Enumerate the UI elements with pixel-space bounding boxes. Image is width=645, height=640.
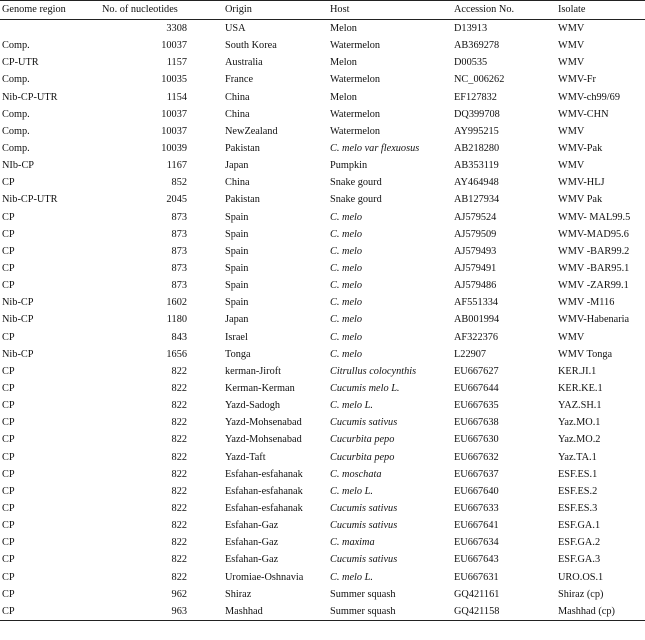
table-row xyxy=(0,500,645,517)
genome-region-cell: CP xyxy=(2,382,15,394)
genome-region-cell xyxy=(0,20,100,38)
genome-region-cell: CP xyxy=(2,468,15,480)
isolate-cell: WMV-MAD95.6 xyxy=(558,228,629,240)
isolate-cell: WMV xyxy=(558,125,585,137)
nucleotides-cell: 1180 xyxy=(166,314,187,326)
host-cell: Cucumis sativus xyxy=(330,502,398,514)
table-row xyxy=(0,586,645,603)
accession-cell: AB001994 xyxy=(454,314,500,326)
origin-cell: Uromiae-Oshnavia xyxy=(225,571,304,583)
table-row xyxy=(0,20,645,38)
genome-region-cell: CP xyxy=(2,228,15,240)
origin-cell: Esfahan-esfahanak xyxy=(225,485,303,497)
table-row xyxy=(0,569,645,586)
isolate-cell: WMV xyxy=(558,57,585,69)
header-origin: Origin xyxy=(225,4,252,16)
host-cell: C. maxima xyxy=(330,537,375,549)
genome-region-cell: Comp. xyxy=(2,40,30,52)
genome-region-cell: CP xyxy=(2,280,15,292)
host-cell: Pumpkin xyxy=(330,160,368,172)
isolate-cell: ESF.ES.2 xyxy=(558,485,598,497)
isolate-cell: Yaz.MO.2 xyxy=(558,434,601,446)
genome-region-cell: Comp. xyxy=(2,108,30,120)
origin-cell: Pakistan xyxy=(225,194,260,206)
origin-cell: Australia xyxy=(225,57,263,69)
nucleotides-cell: 822 xyxy=(171,520,187,532)
host-cell: C. melo L. xyxy=(330,485,373,497)
host-cell: Melon xyxy=(330,23,357,35)
origin-cell: Japan xyxy=(225,160,249,172)
table-row xyxy=(0,294,645,311)
genome-region-cell: CP xyxy=(2,571,15,583)
host-cell: Cucumis sativus xyxy=(330,417,398,429)
isolate-cell: WMV -BAR99.2 xyxy=(558,245,630,257)
isolate-cell: YAZ.SH.1 xyxy=(558,400,602,412)
header-host: Host xyxy=(330,4,350,16)
host-cell: C. melo xyxy=(330,331,363,343)
isolate-cell: WMV-Pak xyxy=(558,143,603,154)
accession-cell: AY995215 xyxy=(454,125,499,137)
table-row xyxy=(0,329,645,346)
nucleotides-cell: 822 xyxy=(171,434,187,446)
host-cell: Melon xyxy=(330,91,357,103)
host-cell: C. melo xyxy=(330,228,363,240)
origin-cell: Yazd-Sadogh xyxy=(225,400,281,412)
isolate-cell: WMV xyxy=(558,331,585,343)
origin-cell: Israel xyxy=(225,331,248,343)
genome-region-cell: Nib-CP xyxy=(2,314,34,326)
isolate-cell: WMV-ch99/69 xyxy=(558,91,620,103)
host-cell: Watermelon xyxy=(330,74,381,86)
nucleotides-cell: 822 xyxy=(171,400,187,412)
nucleotides-cell: 2045 xyxy=(166,194,187,206)
isolate-cell: Shiraz (cp) xyxy=(558,588,604,600)
host-cell: C. melo xyxy=(330,280,363,292)
table-row xyxy=(0,260,645,277)
accession-cell: AF322376 xyxy=(454,331,499,343)
origin-cell: Spain xyxy=(225,297,249,309)
table-row xyxy=(0,54,645,71)
accession-cell: NC_006262 xyxy=(454,74,505,86)
host-cell: Watermelon xyxy=(330,108,381,120)
origin-cell: France xyxy=(225,74,254,86)
table-row xyxy=(0,517,645,534)
genome-region-cell: CP xyxy=(2,520,15,532)
nucleotides-cell: 822 xyxy=(171,451,187,463)
host-cell: C. melo xyxy=(330,211,363,223)
host-cell: Cucumis sativus xyxy=(330,554,398,566)
header-isolate: Isolate xyxy=(558,4,586,16)
accession-cell: AB218280 xyxy=(454,143,500,154)
table-row xyxy=(0,449,645,466)
accession-cell: EU667638 xyxy=(454,417,499,429)
nucleotides-cell: 962 xyxy=(171,588,187,600)
table-row xyxy=(0,191,645,208)
nucleotides-cell: 843 xyxy=(171,331,187,343)
accession-cell: L22907 xyxy=(454,348,487,360)
genome-region-cell: CP xyxy=(2,331,15,343)
isolate-cell: WMV xyxy=(558,40,585,52)
host-cell: C. melo xyxy=(330,297,363,309)
genome-region-cell: Comp. xyxy=(2,125,30,137)
nucleotides-cell: 10037 xyxy=(161,40,187,52)
origin-cell: Mashhad xyxy=(225,605,263,617)
genome-region-cell: CP xyxy=(2,211,15,223)
table-row xyxy=(0,380,645,397)
origin-cell: Tonga xyxy=(225,348,251,360)
accession-cell: AJ579524 xyxy=(454,211,497,223)
accession-cell: D13913 xyxy=(454,23,488,35)
isolate-cell: ESF.ES.3 xyxy=(558,502,598,514)
host-cell: Cucurbita pepo xyxy=(330,451,395,463)
isolate-cell: WMV -BAR95.1 xyxy=(558,262,630,274)
isolate-cell: WMV- MAL99.5 xyxy=(558,211,631,223)
table-row xyxy=(0,226,645,243)
host-cell: C. melo L. xyxy=(330,571,373,583)
genome-region-cell: CP xyxy=(2,434,15,446)
table-row xyxy=(0,363,645,380)
nucleotides-cell: 873 xyxy=(171,245,187,257)
host-cell: Watermelon xyxy=(330,40,381,52)
isolate-cell: WMV Tonga xyxy=(558,348,613,360)
accession-cell: DQ399708 xyxy=(454,108,500,120)
genome-region-cell: CP xyxy=(2,177,15,189)
genome-region-cell: NIb-CP xyxy=(2,160,35,172)
host-cell: C. melo xyxy=(330,245,363,257)
genome-region-cell: CP xyxy=(2,365,15,377)
accession-cell: EU667635 xyxy=(454,400,499,412)
origin-cell: Esfahan-Gaz xyxy=(225,537,279,549)
genome-region-cell: CP xyxy=(2,554,15,566)
header-accession: Accession No. xyxy=(454,4,515,16)
nucleotides-cell: 822 xyxy=(171,571,187,583)
isolate-cell: WMV xyxy=(558,160,585,172)
genome-region-cell: CP xyxy=(2,400,15,412)
genome-region-cell: Nib-CP-UTR xyxy=(2,194,58,206)
nucleotides-cell: 873 xyxy=(171,228,187,240)
accession-cell: EU667631 xyxy=(454,571,499,583)
genome-region-cell: CP xyxy=(2,605,15,617)
accession-cell: EU667643 xyxy=(454,554,499,566)
nucleotides-cell: 10039 xyxy=(161,143,187,154)
origin-cell: Esfahan-Gaz xyxy=(225,554,279,566)
genome-region-cell: CP xyxy=(2,588,15,600)
accession-cell: EF127832 xyxy=(454,91,497,103)
isolate-cell: URO.OS.1 xyxy=(558,571,604,583)
genome-region-cell: CP xyxy=(2,262,15,274)
isolate-cell: Yaz.TA.1 xyxy=(558,451,597,463)
host-cell: Snake gourd xyxy=(330,194,382,206)
genome-region-cell: CP xyxy=(2,417,15,429)
accession-cell: EU667640 xyxy=(454,485,499,497)
accession-cell: EU667637 xyxy=(454,468,499,480)
nucleotides-cell: 3308 xyxy=(166,23,187,35)
host-cell: C. melo xyxy=(330,262,363,274)
origin-cell: China xyxy=(225,108,250,120)
nucleotides-cell: 1154 xyxy=(166,91,187,103)
table-row xyxy=(0,37,645,54)
genome-region-cell: CP xyxy=(2,537,15,549)
isolate-cell: Yaz.MO.1 xyxy=(558,417,601,429)
table-row xyxy=(0,71,645,88)
origin-cell: Yazd-Mohsenabad xyxy=(225,434,302,446)
accession-cell: AB127934 xyxy=(454,194,500,206)
genome-region-cell: Nib-CP xyxy=(2,297,34,309)
table-row xyxy=(0,431,645,448)
origin-cell: Spain xyxy=(225,228,249,240)
table-row xyxy=(0,311,645,328)
origin-cell: kerman-Jiroft xyxy=(225,365,282,377)
table-row xyxy=(0,603,645,621)
table-row xyxy=(0,414,645,431)
genome-region-cell: Nib-CP xyxy=(2,348,34,360)
nucleotides-cell: 822 xyxy=(171,417,187,429)
accession-cell: AJ579509 xyxy=(454,228,497,240)
nucleotides-cell: 963 xyxy=(171,605,187,617)
nucleotides-cell: 10037 xyxy=(161,125,187,137)
table-row xyxy=(0,89,645,106)
host-cell: Summer squash xyxy=(330,605,396,617)
table-row xyxy=(0,397,645,414)
accession-cell: AB369278 xyxy=(454,40,500,52)
isolate-cell: WMV-Fr xyxy=(558,74,596,86)
host-cell: C. melo L. xyxy=(330,400,373,412)
genome-region-cell: Comp. xyxy=(2,74,30,86)
accession-cell: AJ579491 xyxy=(454,262,497,274)
table-row xyxy=(0,346,645,363)
genome-region-cell: Comp. xyxy=(2,143,30,154)
origin-cell: USA xyxy=(225,23,246,35)
nucleotides-cell: 822 xyxy=(171,468,187,480)
isolate-cell: ESF.GA.2 xyxy=(558,537,601,549)
accession-cell: D00535 xyxy=(454,57,488,69)
nucleotides-cell: 1157 xyxy=(166,57,187,69)
accession-cell: EU667633 xyxy=(454,502,499,514)
nucleotides-cell: 10035 xyxy=(161,74,187,86)
nucleotides-cell: 1167 xyxy=(166,160,187,172)
nucleotides-cell: 1602 xyxy=(166,297,187,309)
genome-region-cell: Nib-CP-UTR xyxy=(2,91,58,103)
nucleotides-cell: 822 xyxy=(171,365,187,377)
table-row xyxy=(0,157,645,174)
accession-cell: AJ579486 xyxy=(454,280,497,292)
origin-cell: Spain xyxy=(225,280,249,292)
nucleotides-cell: 822 xyxy=(171,382,187,394)
host-cell: Cucurbita pepo xyxy=(330,434,395,446)
origin-cell: South Korea xyxy=(225,40,277,52)
host-cell: Watermelon xyxy=(330,125,381,137)
nucleotides-cell: 822 xyxy=(171,485,187,497)
origin-cell: Esfahan-esfahanak xyxy=(225,468,303,480)
isolate-cell: WMV-Habenaria xyxy=(558,314,630,326)
origin-cell: Pakistan xyxy=(225,143,260,154)
isolate-cell: WMV-HLJ xyxy=(558,177,605,189)
isolate-cell: Mashhad (cp) xyxy=(558,605,615,617)
accession-cell: AY464948 xyxy=(454,177,499,189)
genome-region-cell: CP xyxy=(2,485,15,497)
genome-region-cell: CP xyxy=(2,451,15,463)
origin-cell: Spain xyxy=(225,245,249,257)
host-cell: C. melo xyxy=(330,348,363,360)
accession-cell: EU667641 xyxy=(454,520,499,532)
host-cell: Summer squash xyxy=(330,588,396,600)
isolate-cell: WMV-CHN xyxy=(558,108,609,120)
nucleotides-cell: 822 xyxy=(171,537,187,549)
table-row xyxy=(0,551,645,568)
isolate-cell: ESF.ES.1 xyxy=(558,468,598,480)
accession-cell: EU667627 xyxy=(454,365,499,377)
origin-cell: Yazd-Taft xyxy=(225,451,266,463)
table-row xyxy=(0,209,645,226)
accession-cell: EU667630 xyxy=(454,434,499,446)
nucleotides-cell: 852 xyxy=(171,177,187,189)
host-cell: Cucumis melo L. xyxy=(330,382,400,394)
table-row xyxy=(0,466,645,483)
accession-cell: AJ579493 xyxy=(454,245,497,257)
accession-cell: AF551334 xyxy=(454,297,499,309)
table-row xyxy=(0,483,645,500)
origin-cell: Japan xyxy=(225,314,249,326)
origin-cell: Shiraz xyxy=(225,588,252,600)
isolate-cell: WMV Pak xyxy=(558,194,603,206)
accession-cell: EU667634 xyxy=(454,537,499,549)
origin-cell: NewZealand xyxy=(225,125,278,137)
nucleotides-cell: 873 xyxy=(171,262,187,274)
isolate-cell: KER.JI.1 xyxy=(558,365,597,377)
accession-cell: EU667632 xyxy=(454,451,499,463)
isolate-cell: WMV xyxy=(558,23,585,35)
origin-cell: Esfahan-Gaz xyxy=(225,520,279,532)
origin-cell: Esfahan-esfahanak xyxy=(225,502,303,514)
origin-cell: Spain xyxy=(225,262,249,274)
header-row xyxy=(0,1,645,20)
host-cell: C. moschata xyxy=(330,468,382,480)
accession-cell: GQ421158 xyxy=(454,605,500,617)
accession-cell: AB353119 xyxy=(454,160,499,172)
table-row xyxy=(0,174,645,191)
table-row xyxy=(0,534,645,551)
table-row xyxy=(0,277,645,294)
table-row xyxy=(0,106,645,123)
isolate-cell: WMV -ZAR99.1 xyxy=(558,280,629,292)
table-row xyxy=(0,243,645,260)
table-row xyxy=(0,123,645,140)
genome-region-cell: CP xyxy=(2,502,15,514)
origin-cell: China xyxy=(225,91,250,103)
isolate-cell: ESF.GA.3 xyxy=(558,554,601,566)
header-nucleotides: No. of nucleotides xyxy=(102,4,178,16)
header-genome-region: Genome region xyxy=(2,4,66,16)
origin-cell: Spain xyxy=(225,211,249,223)
nucleotides-cell: 822 xyxy=(171,502,187,514)
isolate-cell: ESF.GA.1 xyxy=(558,520,601,532)
host-cell: Citrullus colocynthis xyxy=(330,365,417,377)
nucleotides-cell: 1656 xyxy=(166,348,187,360)
genome-region-cell: CP-UTR xyxy=(2,57,39,69)
host-cell: Melon xyxy=(330,57,357,69)
nucleotides-cell: 10037 xyxy=(161,108,187,120)
host-cell: Cucumis sativus xyxy=(330,520,398,532)
origin-cell: Kerman-Kerman xyxy=(225,382,295,394)
origin-cell: Yazd-Mohsenabad xyxy=(225,417,302,429)
origin-cell: China xyxy=(225,177,250,189)
accession-cell: EU667644 xyxy=(454,382,499,394)
nucleotides-cell: 873 xyxy=(171,280,187,292)
host-cell: C. melo xyxy=(330,314,363,326)
isolate-cell: KER.KE.1 xyxy=(558,382,603,394)
accession-cell: GQ421161 xyxy=(454,588,500,600)
host-cell: C. melo var flexuosus xyxy=(330,143,420,154)
host-cell: Snake gourd xyxy=(330,177,382,189)
table-row xyxy=(0,140,645,157)
nucleotides-cell: 822 xyxy=(171,554,187,566)
nucleotides-cell: 873 xyxy=(171,211,187,223)
genome-region-cell: CP xyxy=(2,245,15,257)
isolate-cell: WMV -M116 xyxy=(558,297,615,309)
